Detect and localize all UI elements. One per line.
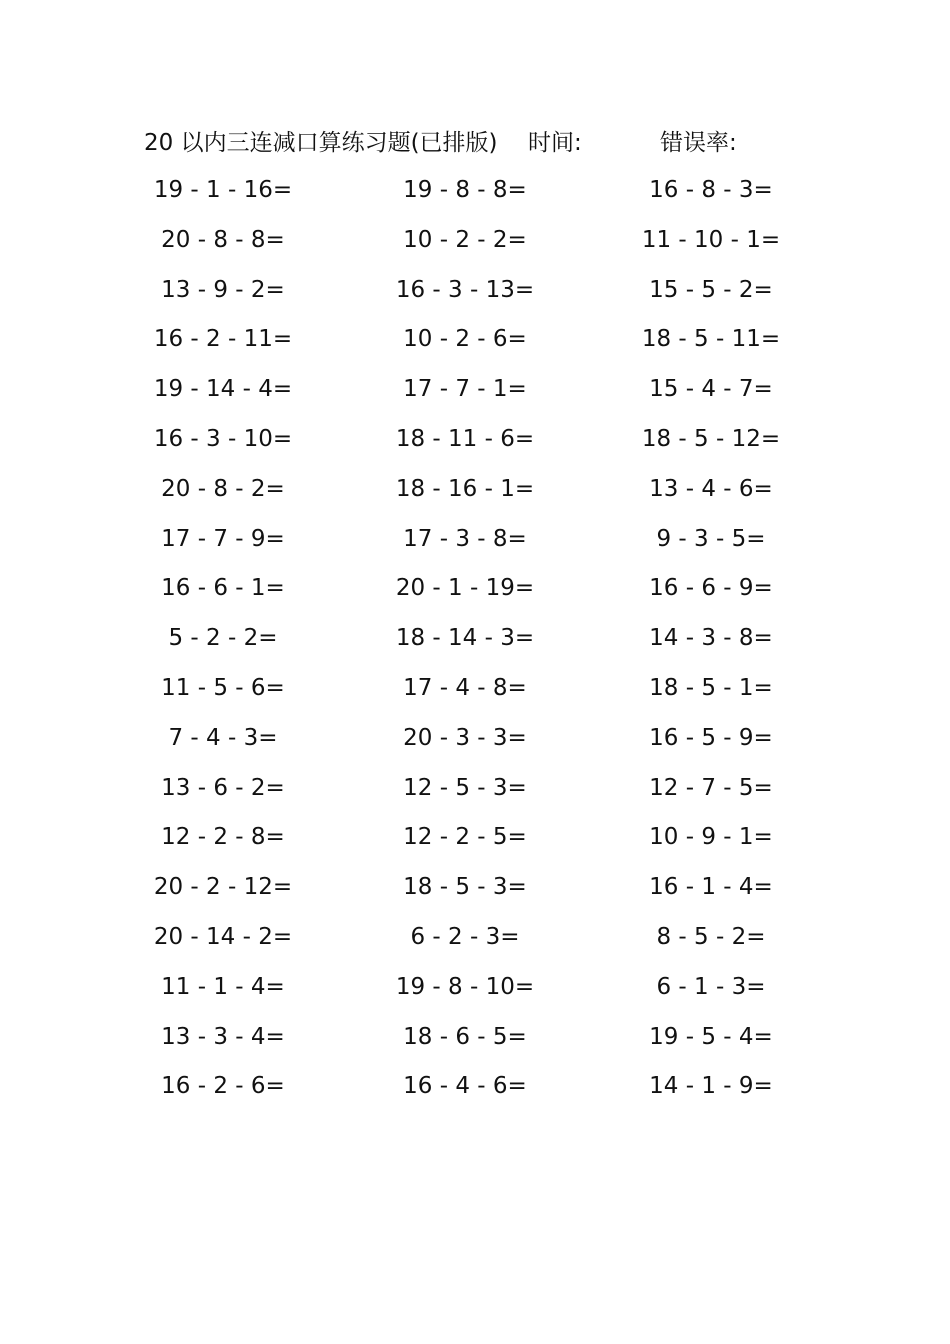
problem-row <box>0 670 950 720</box>
problem-row <box>0 819 950 869</box>
problem-item: 12 - 2 - 5= <box>403 824 527 851</box>
problem-item: 18 - 5 - 1= <box>649 674 773 701</box>
problem-item: 16 - 1 - 4= <box>649 874 773 901</box>
problem-item: 18 - 5 - 11= <box>641 326 781 353</box>
problem-item: 16 - 3 - 10= <box>153 425 293 452</box>
problem-item: 16 - 8 - 3= <box>649 177 773 203</box>
problem-item: 13 - 4 - 6= <box>649 475 773 502</box>
problem-item: 16 - 6 - 9= <box>649 575 773 602</box>
problem-row <box>0 919 950 969</box>
problem-item: 19 - 8 - 8= <box>403 177 527 203</box>
worksheet-title: 20 以内三连减口算练习题(已排版) <box>144 130 498 156</box>
problem-item: 12 - 2 - 8= <box>161 824 285 851</box>
problem-item: 9 - 3 - 5= <box>656 525 766 552</box>
problem-item: 11 - 1 - 4= <box>161 973 285 1000</box>
problem-row <box>0 620 950 670</box>
problem-item: 20 - 8 - 8= <box>161 226 285 253</box>
problem-item: 18 - 14 - 3= <box>395 625 535 652</box>
problem-item: 16 - 2 - 11= <box>153 326 293 353</box>
problem-row <box>0 421 950 471</box>
problem-row <box>0 969 950 1019</box>
problem-item: 16 - 3 - 13= <box>395 276 535 303</box>
problem-item: 19 - 8 - 10= <box>395 973 535 1000</box>
problem-item: 12 - 7 - 5= <box>649 774 773 801</box>
problem-item: 15 - 4 - 7= <box>649 376 773 403</box>
problem-item: 16 - 6 - 1= <box>161 575 285 602</box>
problem-item: 13 - 6 - 2= <box>161 774 285 801</box>
problem-row <box>0 222 950 272</box>
problem-row <box>0 272 950 322</box>
worksheet-header <box>0 124 950 160</box>
problem-item: 20 - 14 - 2= <box>153 923 293 950</box>
problem-row <box>0 869 950 919</box>
problem-item: 18 - 11 - 6= <box>395 425 535 452</box>
problem-row <box>0 570 950 620</box>
problem-item: 17 - 7 - 9= <box>161 525 285 552</box>
time-label: 时间: <box>528 130 582 156</box>
problem-item: 16 - 5 - 9= <box>649 724 773 751</box>
problem-item: 10 - 9 - 1= <box>649 824 773 851</box>
problem-item: 6 - 2 - 3= <box>410 923 520 950</box>
problem-row <box>0 770 950 820</box>
problem-item: 5 - 2 - 2= <box>168 625 278 652</box>
problem-row <box>0 720 950 770</box>
error-rate-label: 错误率: <box>660 130 737 156</box>
problem-item: 7 - 4 - 3= <box>168 724 278 751</box>
problem-item: 19 - 1 - 16= <box>153 177 293 203</box>
problem-item: 20 - 1 - 19= <box>395 575 535 602</box>
problem-item: 13 - 3 - 4= <box>161 1023 285 1050</box>
problem-item: 14 - 1 - 9= <box>649 1073 773 1100</box>
problem-item: 20 - 2 - 12= <box>153 874 293 901</box>
problem-grid <box>0 172 950 1118</box>
problem-item: 19 - 5 - 4= <box>649 1023 773 1050</box>
problem-row <box>0 1019 950 1069</box>
problem-item: 6 - 1 - 3= <box>656 973 766 1000</box>
problem-item: 20 - 8 - 2= <box>161 475 285 502</box>
problem-item: 17 - 7 - 1= <box>403 376 527 403</box>
problem-item: 13 - 9 - 2= <box>161 276 285 303</box>
problem-item: 15 - 5 - 2= <box>649 276 773 303</box>
problem-item: 10 - 2 - 6= <box>403 326 527 353</box>
problem-item: 17 - 4 - 8= <box>403 674 527 701</box>
problem-row <box>0 172 950 222</box>
problem-item: 11 - 5 - 6= <box>161 674 285 701</box>
problem-item: 18 - 5 - 3= <box>403 874 527 901</box>
problem-item: 10 - 2 - 2= <box>403 226 527 253</box>
problem-row <box>0 521 950 571</box>
problem-row <box>0 1068 950 1118</box>
problem-row <box>0 371 950 421</box>
problem-row <box>0 471 950 521</box>
problem-item: 17 - 3 - 8= <box>403 525 527 552</box>
problem-item: 12 - 5 - 3= <box>403 774 527 801</box>
problem-item: 8 - 5 - 2= <box>656 923 766 950</box>
problem-item: 18 - 16 - 1= <box>395 475 535 502</box>
problem-item: 19 - 14 - 4= <box>153 376 293 403</box>
problem-item: 18 - 6 - 5= <box>403 1023 527 1050</box>
problem-item: 14 - 3 - 8= <box>649 625 773 652</box>
problem-item: 20 - 3 - 3= <box>403 724 527 751</box>
problem-item: 16 - 4 - 6= <box>403 1073 527 1100</box>
problem-item: 16 - 2 - 6= <box>161 1073 285 1100</box>
problem-item: 11 - 10 - 1= <box>641 226 781 253</box>
problem-item: 18 - 5 - 12= <box>641 425 781 452</box>
problem-row <box>0 321 950 371</box>
